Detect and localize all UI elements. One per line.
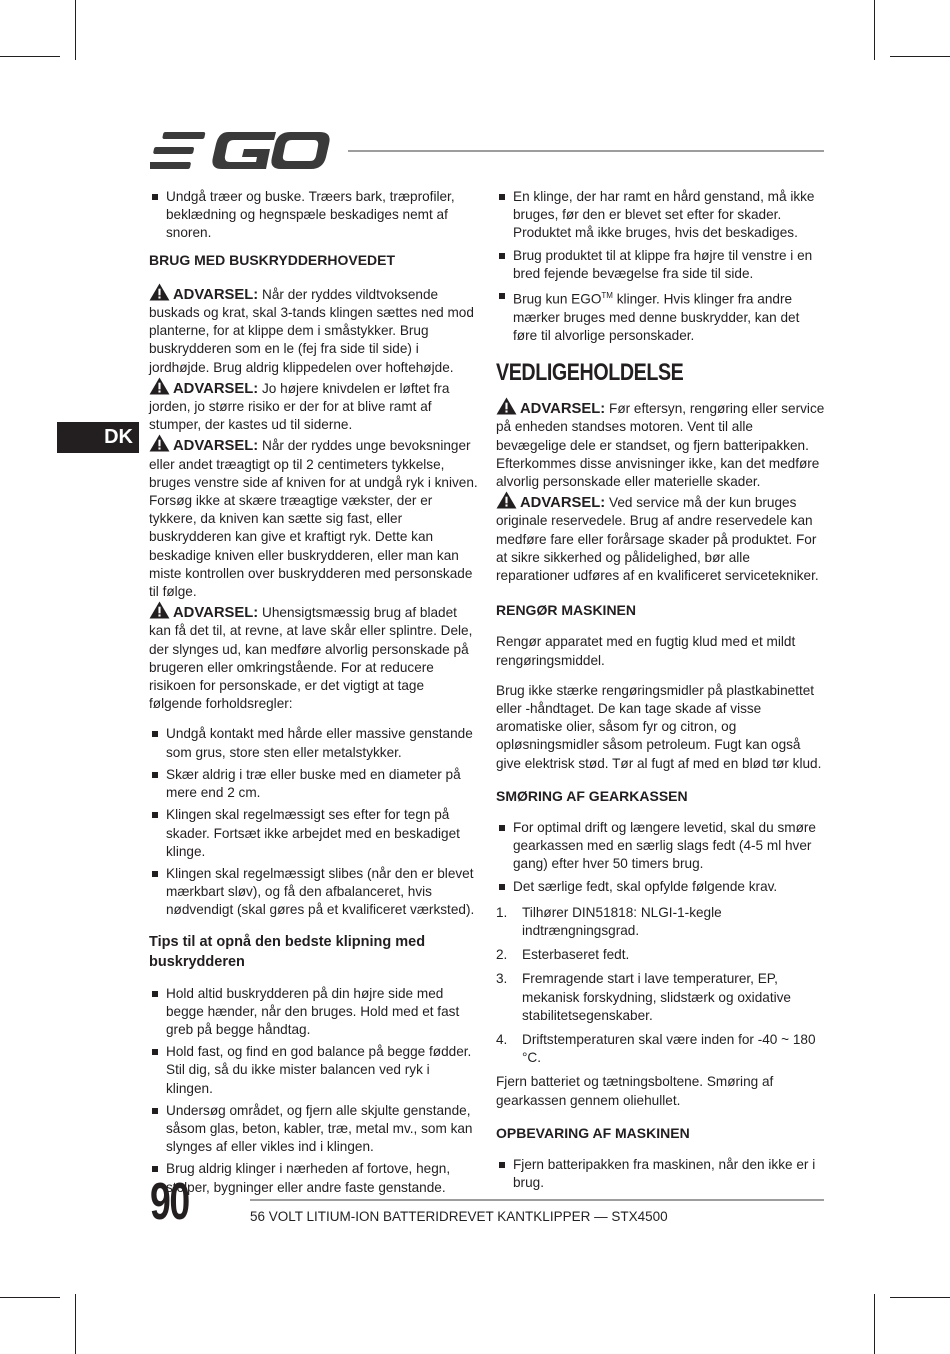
left-column bbox=[149, 188, 479, 1201]
numbered-item bbox=[496, 904, 826, 940]
list-item: Hold fast, og find en god balance på begge fødder. Stil dig, så du ikke mister balancen ved ryk i klingen. bbox=[149, 1043, 479, 1098]
list-item: Undgå kontakt med hårde eller massive genstande som grus, store sten eller metalstykker. bbox=[149, 725, 479, 761]
footer-title: 56 VOLT LITIUM-ION BATTERIDREVET KANTKLIPPER — STX4500 bbox=[250, 1209, 668, 1224]
section-heading: SMØRING AF GEARKASSEN bbox=[496, 787, 688, 804]
warning-label: ADVARSEL: bbox=[520, 495, 606, 512]
list-item: Undgå træer og buske. Træers bark, træprofiler, beklædning og hegnspæle beskadiges nemt af snoren. bbox=[149, 188, 479, 243]
blade-bullet-list bbox=[496, 188, 826, 345]
item-text: Fremragende start i lave temperaturer, EP, mekanisk forskydning, slidstærk og oxidative stabilitetsegenskaber. bbox=[522, 971, 791, 1023]
body-paragraph: Brug ikke stærke rengøringsmidler på plastkabinettet eller -håndtaget. De kan tage skade af visse aromatiske olier, såsom fyr og citron, og opløsningsmidler såsom petroleum. Fugt kan også give elektrisk stød. Tør al fugt af med en blød tør klud. bbox=[496, 682, 822, 771]
warning-triangle-icon bbox=[496, 491, 517, 509]
warning-text: Jo højere knivdelen er løftet fra jorden, jo større risiko er der for at blive ramt af stumper, der kastes ud til siderne. bbox=[149, 380, 450, 433]
item-text: Esterbaseret fedt. bbox=[522, 947, 630, 963]
body-paragraph: Rengør apparatet med en fugtig klud med et mildt rengøringsmiddel. bbox=[496, 634, 796, 668]
warning-text: Når der ryddes vildtvoksende buskads og krat, skal 3-tands klingen sættes ned mod planterne, for at klippe dem i småstykker. Brug buskrydderen som en le (fej fra side til side) i jordhøjde. Brug aldrig klippedelen over hoftehøjde. bbox=[149, 286, 474, 375]
crop-mark bbox=[874, 0, 875, 60]
tips-bullet-list bbox=[149, 985, 479, 1197]
warning-paragraph bbox=[149, 377, 479, 435]
precaution-bullet-list bbox=[149, 725, 479, 919]
right-column bbox=[496, 188, 826, 1196]
list-item: Brug aldrig klinger i nærheden af fortove, hegn, stolper, bygninger eller andre faste genstande. bbox=[149, 1160, 479, 1196]
gear-bullet-list bbox=[496, 819, 826, 896]
warning-paragraph bbox=[149, 434, 479, 601]
tips-heading: Tips til at opnå den bedste klipning med buskrydderen bbox=[149, 933, 426, 971]
trademark-mark: TM bbox=[601, 291, 613, 301]
section-heading: OPBEVARING AF MASKINEN bbox=[496, 1124, 690, 1141]
header-rule bbox=[348, 150, 824, 152]
section-heading: BRUG MED BUSKRYDDERHOVEDET bbox=[149, 251, 396, 268]
numbered-item bbox=[496, 970, 826, 1025]
warning-label: ADVARSEL: bbox=[173, 605, 259, 622]
clean-paragraphs bbox=[496, 633, 826, 772]
language-tab: DK bbox=[57, 422, 139, 453]
crop-mark bbox=[0, 56, 60, 57]
warning-triangle-icon bbox=[149, 601, 170, 619]
crop-mark bbox=[874, 1294, 875, 1354]
warning-paragraph bbox=[496, 491, 826, 585]
ego-logo bbox=[150, 130, 332, 172]
warning-label: ADVARSEL: bbox=[173, 438, 259, 455]
footer-rule bbox=[250, 1199, 824, 1201]
list-item: Det særlige fedt, skal opfylde følgende krav. bbox=[496, 878, 826, 896]
section-heading: RENGØR MASKINEN bbox=[496, 602, 637, 619]
item-number: 1. bbox=[496, 904, 508, 920]
crop-mark bbox=[890, 56, 950, 57]
storage-bullet-list bbox=[496, 1156, 826, 1192]
warning-label: ADVARSEL: bbox=[173, 380, 259, 397]
crop-mark bbox=[75, 0, 76, 60]
warning-paragraph bbox=[149, 601, 479, 713]
maintenance-heading: VEDLIGEHOLDELSE bbox=[496, 359, 684, 387]
warning-triangle-icon bbox=[149, 283, 170, 301]
list-item: Undersøg området, og fjern alle skjulte genstande, såsom glas, beton, kabler, træ, metal mv., som kan slynges af eller vikles ind i klingen. bbox=[149, 1102, 479, 1157]
list-item bbox=[496, 287, 826, 345]
warning-label: ADVARSEL: bbox=[173, 286, 259, 303]
intro-bullet-list bbox=[149, 188, 479, 243]
warning-triangle-icon bbox=[149, 434, 170, 452]
list-item: Fjern batteripakken fra maskinen, når den ikke er i brug. bbox=[496, 1156, 826, 1192]
crop-mark bbox=[75, 1294, 76, 1354]
warning-label: ADVARSEL: bbox=[520, 401, 606, 418]
list-item: Klingen skal regelmæssigt slibes (når den er blevet mærkbart sløv), og få den afbalanceret, hvis nødvendigt (skal gøres på et kvalificeret værksted). bbox=[149, 865, 479, 920]
gear-numbered-list bbox=[496, 904, 826, 1068]
item-number: 4. bbox=[496, 1032, 508, 1048]
list-item: Klingen skal regelmæssigt ses efter for tegn på skader. Fortsæt ikke arbejdet med en beskadiget klinge. bbox=[149, 806, 479, 861]
warning-text: Uhensigtsmæssig brug af bladet kan få det til, at revne, at lave skår eller splintre. Dele, der slynges ud, kan medføre alvorlig personskade på brugeren eller omkringstående. For at reducere risikoen for personskade, er det vigtigt at tage følgende forholdsregler: bbox=[149, 605, 473, 712]
list-item: Hold altid buskrydderen på din højre side med begge hænder, når den bruges. Hold med et fast greb på begge håndtag. bbox=[149, 985, 479, 1040]
crop-mark bbox=[0, 1297, 60, 1298]
page-number: 90 bbox=[150, 1173, 189, 1231]
item-text: Driftstemperaturen skal være inden for -40 ~ 180 °C. bbox=[522, 1032, 816, 1066]
numbered-item bbox=[496, 1031, 826, 1067]
numbered-item bbox=[496, 946, 826, 964]
gear-note: Fjern batteriet og tætningsboltene. Smøring af gearkassen gennem oliehullet. bbox=[496, 1074, 774, 1108]
item-number: 2. bbox=[496, 947, 508, 963]
list-item: Skær aldrig i træ eller buske med en diameter på mere end 2 cm. bbox=[149, 766, 479, 802]
item-text: Tilhører DIN51818: NLGI-1-kegle indtrængningsgrad. bbox=[522, 904, 722, 939]
warning-triangle-icon bbox=[149, 377, 170, 395]
item-number: 3. bbox=[496, 971, 508, 987]
bullet-text: klinger. Hvis klinger fra andre mærker bruges med denne buskrydder, kan det føre til alvorlige personskader. bbox=[513, 291, 800, 343]
warning-group bbox=[149, 283, 479, 714]
warning-triangle-icon bbox=[496, 397, 517, 415]
warning-text: Ved service må der kun bruges originale reservedele. Brug af andre reservedele kan medføre fare eller forårsage skader på produktet. For at sikre sikkerhed og pålidelighed, bør alle reparationer udføres af en kvalificeret servicetekniker. bbox=[496, 495, 819, 583]
list-item: Brug produktet til at klippe fra højre til venstre i en bred fejende bevægelse fra side til side. bbox=[496, 247, 826, 283]
warning-paragraph bbox=[496, 397, 826, 491]
warning-group bbox=[496, 397, 826, 585]
warning-paragraph bbox=[149, 283, 479, 377]
list-item: For optimal drift og længere levetid, skal du smøre gearkassen med en særlig slags fedt (4-5 ml hver gang) efter hver 50 timers brug. bbox=[496, 819, 826, 874]
warning-text: Før eftersyn, rengøring eller service på enheden standses motoren. Vent til alle bevægelige dele er standset, og fjern batteripakken. Efterkommes disse anvisninger ikke, kan det medføre alvorlig personskade eller materielle skader. bbox=[496, 401, 825, 489]
warning-text: Når der ryddes unge bevoksninger eller andet træagtigt op til 2 centimeters tykkelse, bruges venstre side af kniven for at undgå ryk i kniven. Forsøg ikke at skære træagtige vækster, der er tykkere, da kniven kan sætte sig fast, eller buskrydderen kan give et kraftigt ryk. Dette kan beskadige kniven eller buskrydderen, eller man kan miste kontrollen over buskrydderen med personskade til følge. bbox=[149, 438, 478, 600]
crop-mark bbox=[890, 1297, 950, 1298]
list-item: En klinge, der har ramt en hård genstand, må ikke bruges, før den er blevet set efter for skader. Produktet må ikke bruges, hvis det beskadiges. bbox=[496, 188, 826, 243]
bullet-text: Brug kun EGO bbox=[513, 291, 602, 307]
